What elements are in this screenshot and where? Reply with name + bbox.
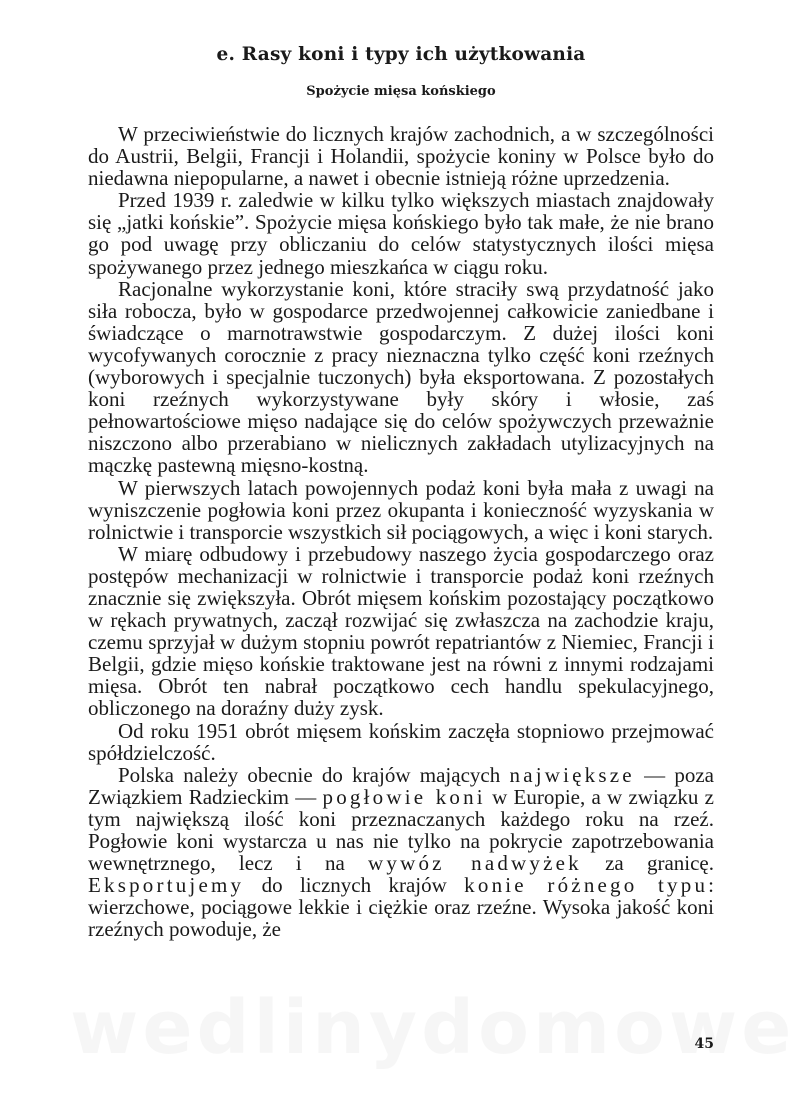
paragraph-1: W przeciwieństwie do licznych krajów zachodnich, a w szczególności do Austrii, Belgii, Francji i Holandii, spożycie koniny w Polsce było do niedawna niepopularne, a nawet i obecnie istnieją różne uprzedzenia. [88, 122, 714, 191]
text-run: do licznych krajów [244, 873, 465, 898]
text-run: — poza Związkiem Radzieckim — [88, 762, 714, 809]
paragraph-5: W miarę odbudowy i przebudowy naszego życia gospodarczego oraz postępów mechanizacji w rolnictwie i transporcie podaż koni rzeźnych znacznie się zwiększyła. Obrót mięsem końskim pozostający początkowo w rękach prywatnych, zaczął rozwijać się zwłaszcza na zachodzie kraju, czemu sprzyjał w dużym stopniu powrót repatriantów z Niemiec, Francji i Belgii, gdzie mięso końskie traktowane jest na równi z innymi rodzajami mięsa. Obrót ten nabrał początkowo cech handlu spekulacyjnego, obliczonego na doraźny duży zysk. [88, 541, 714, 721]
book-page [88, 40, 714, 1060]
body-text [88, 123, 714, 940]
emphasized-text: wywóz nadwyżek [368, 851, 582, 876]
emphasized-text: Eksportujemy [88, 873, 245, 898]
page-number: 45 [694, 1036, 714, 1052]
paragraph-3: Racjonalne wykorzystanie koni, które straciły swą przydatność jako siła robocza, było w gospodarce przedwojennej całkowicie zaniedbane i świadczące o marnotrawstwie gospodarczym. Z dużej ilości koni wycofywanych corocznie z pracy nieznaczna tylko część koni rzeźnych (wyborowych i specjalnie tuczonych) była eksportowana. Z pozostałych koni rzeźnych wykorzystywane były skóry i włosie, zaś pełnowartościowe mięso nadające się do celów spożywczych przeważnie niszczono albo przerabiano w nielicznych zakładach utylizacyjnych na mączkę pastewną mięsno-kostną. [88, 276, 714, 478]
paragraph-7 [88, 764, 714, 941]
emphasized-text: największe [509, 762, 635, 787]
section-title: e. Rasy koni i typy ich użytkowania [216, 44, 586, 65]
paragraph-6: Od roku 1951 obrót mięsem końskim zaczęła stopniowo przejmować spółdzielczość. [88, 718, 714, 765]
emphasized-text: pogłowie koni [322, 784, 486, 809]
paragraph-2: Przed 1939 r. zaledwie w kilku tylko większych miastach znajdowały się „jatki końskie”. Spożycie mięsa końskiego było tak małe, że nie brano go pod uwagę przy obliczaniu do celów statystycznych ilości mięsa spożywanego przez jednego mieszkańca w ciągu roku. [88, 188, 714, 279]
text-run: : wierzchowe, pociągowe lekkie i ciężkie oraz rzeźne. Wysoka jakość koni rzeźnych powoduje, że [88, 873, 714, 942]
subsection-title: Spożycie mięsa końskiego [306, 84, 496, 99]
text-run: Polska należy obecnie do krajów mających [118, 762, 510, 787]
text-run: w Europie, a w związku z tym największą ilość koni przeznaczanych każdego roku na rzeź. Pogłowie koni wystarcza u nas nie tylko na pokrycie zapotrzebowania wewnętrznego, lecz i na [88, 784, 714, 876]
emphasized-text: konie różnego typu [464, 873, 709, 898]
paragraph-4: W pierwszych latach powojennych podaż koni była mała z uwagi na wyniszczenie pogłowia koni przez okupanta i konieczność wyzyskania w rolnictwie i transporcie wszystkich sił pociągowych, a więc i koni starych. [88, 475, 714, 544]
text-run: za granicę. [581, 851, 714, 876]
